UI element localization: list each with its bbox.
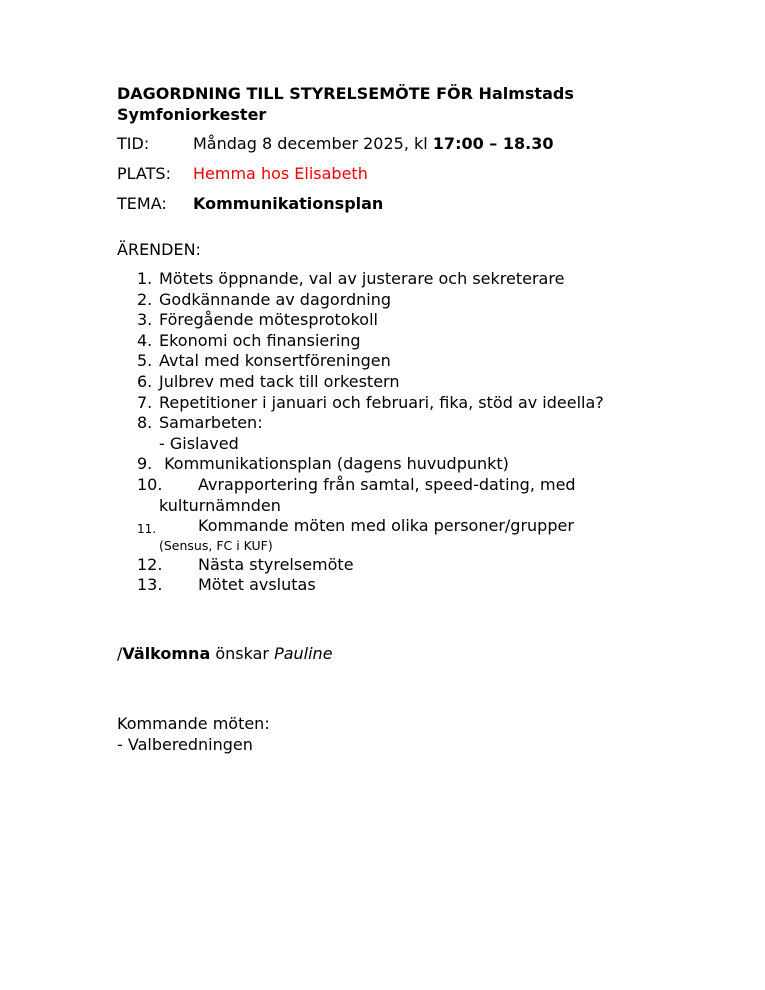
item-number: 8.: [137, 413, 153, 433]
item-number: 7.: [137, 392, 153, 412]
upcoming-item: - Valberedningen: [117, 735, 253, 754]
meta-tema: [117, 194, 383, 214]
agenda-item: [137, 413, 697, 454]
agenda-item: [137, 269, 697, 290]
item-number: 6.: [137, 371, 153, 391]
item-number: 12.: [137, 554, 163, 574]
item-number: 5.: [137, 351, 153, 371]
item-text: Avtal med konsertföreningen: [159, 351, 391, 371]
agenda-item: [137, 393, 697, 414]
upcoming-heading: Kommande möten:: [117, 714, 270, 733]
closing-name: Pauline: [274, 644, 333, 663]
agenda-item: [137, 351, 697, 372]
item-text: Nästa styrelsemöte: [198, 554, 354, 574]
tid-time: 17:00 – 18.30: [432, 134, 554, 153]
agenda-item: [137, 555, 697, 576]
agenda-item: [137, 575, 697, 596]
tema-value: Kommunikationsplan: [193, 194, 384, 213]
item-number: 11.: [137, 522, 157, 537]
item-text: Avrapportering från samtal, speed-dating, med: [198, 474, 576, 494]
title-line-1: DAGORDNING TILL STYRELSEMÖTE FÖR Halmstads: [117, 84, 574, 103]
item-text: Godkännande av dagordning: [159, 289, 392, 309]
item-text: Kommunikationsplan (dagens huvudpunkt): [159, 454, 509, 474]
item-number: 4.: [137, 330, 153, 350]
meta-tid: [117, 134, 553, 154]
item-text: Mötet avslutas: [198, 575, 316, 595]
tema-label: TEMA:: [117, 194, 167, 213]
item-text: Samarbeten:: [159, 413, 263, 433]
item-number: 2.: [137, 289, 153, 309]
item-subtext: (Sensus, FC i KUF): [159, 537, 273, 553]
item-text: Mötets öppnande, val av justerare och sekreterare: [159, 269, 565, 288]
item-number: 10.: [137, 474, 163, 494]
agenda-item: [137, 331, 697, 352]
plats-label: PLATS:: [117, 164, 171, 183]
item-subtext: - Gislaved: [159, 433, 239, 453]
agenda-list: [137, 269, 697, 596]
document-title: [117, 83, 617, 125]
plats-value: Hemma hos Elisabeth: [193, 164, 368, 183]
agenda-item: [137, 516, 697, 555]
tid-date: Måndag 8 december 2025, kl: [193, 134, 433, 153]
section-heading: ÄRENDEN:: [117, 240, 201, 259]
agenda-item: [137, 454, 697, 475]
upcoming-meetings: [117, 713, 270, 755]
title-line-2: Symfoniorkester: [117, 105, 267, 124]
agenda-item: [137, 475, 697, 516]
closing-bold: Välkomna: [122, 644, 211, 663]
tid-value: [193, 134, 553, 154]
agenda-item: [137, 372, 697, 393]
item-text: Julbrev med tack till orkestern: [159, 371, 400, 391]
item-number: 3.: [137, 310, 153, 330]
agenda-item: [137, 310, 697, 331]
item-subtext: kulturnämnden: [159, 495, 281, 515]
item-number: 9.: [137, 454, 153, 474]
closing-prefix: /: [117, 644, 123, 663]
item-text: Föregående mötesprotokoll: [159, 310, 378, 330]
item-number: 13.: [137, 575, 163, 595]
closing-greeting: [117, 644, 333, 664]
item-text: Ekonomi och finansiering: [159, 330, 361, 350]
item-number: 1.: [137, 269, 153, 288]
item-text: Kommande möten med olika personer/grupper: [198, 516, 574, 536]
closing-middle: önskar: [210, 644, 275, 663]
tid-label: TID:: [117, 134, 150, 153]
item-text: Repetitioner i januari och februari, fika, stöd av ideella?: [159, 392, 604, 412]
agenda-item: [137, 290, 697, 311]
meta-plats: [117, 164, 368, 184]
